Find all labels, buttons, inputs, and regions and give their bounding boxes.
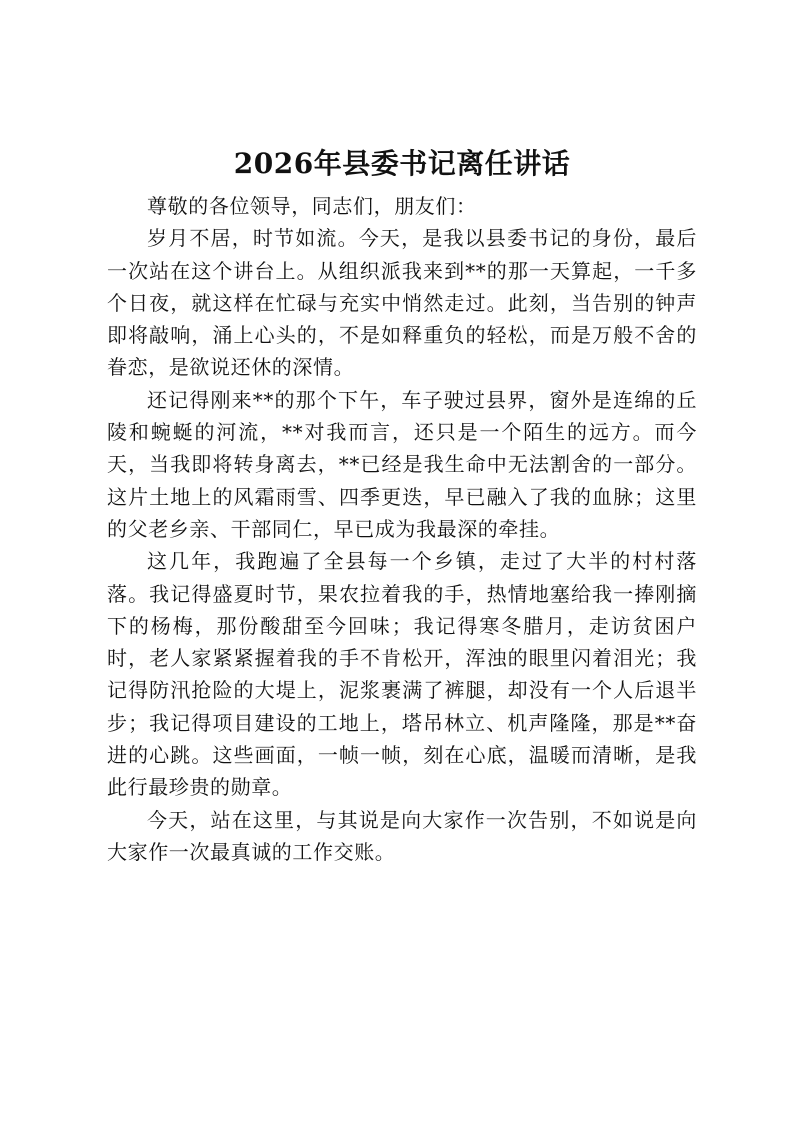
document-title: 2026年县委书记离任讲话 bbox=[233, 147, 571, 180]
paragraph-2: 还记得刚来**的那个下午，车子驶过县界，窗外是连绵的丘陵和蜿蜒的河流，**对我而言，还只是一个陌生的远方。而今天，当我即将转身离去，**已经是我生命中无法割舍的一部分。这片土地上的风霜雨雪、四季更迭，早已融入了我的血脉；这里的父老乡亲、干部同仁，早已成为我最深的牵挂。 bbox=[107, 387, 697, 541]
paragraph-1: 岁月不居，时节如流。今天，是我以县委书记的身份，最后一次站在这个讲台上。从组织派我来到**的那一天算起，一千多个日夜，就这样在忙碌与充实中悄然走过。此刻，当告别的钟声即将敲响，涌上心头的，不是如释重负的轻松，而是万般不舍的眷恋，是欲说还休的深情。 bbox=[107, 226, 697, 380]
paragraph-4: 今天，站在这里，与其说是向大家作一次告别，不如说是向大家作一次最真诚的工作交账。 bbox=[107, 807, 697, 864]
paragraph-3: 这几年，我跑遍了全县每一个乡镇，走过了大半的村村落落。我记得盛夏时节，果农拉着我的手，热情地塞给我一捧刚摘下的杨梅，那份酸甜至今回味；我记得寒冬腊月，走访贫困户时，老人家紧紧握着我的手不肯松开，浑浊的眼里闪着泪光；我记得防汛抢险的大堤上，泥浆裹满了裤腿，却没有一个人后退半步；我记得项目建设的工地上，塔吊林立、机声隆隆，那是**奋进的心跳。这些画面，一帧一帧，刻在心底，温暖而清晰，是我此行最珍贵的勋章。 bbox=[107, 549, 697, 800]
greeting-line: 尊敬的各位领导，同志们，朋友们： bbox=[147, 194, 477, 218]
